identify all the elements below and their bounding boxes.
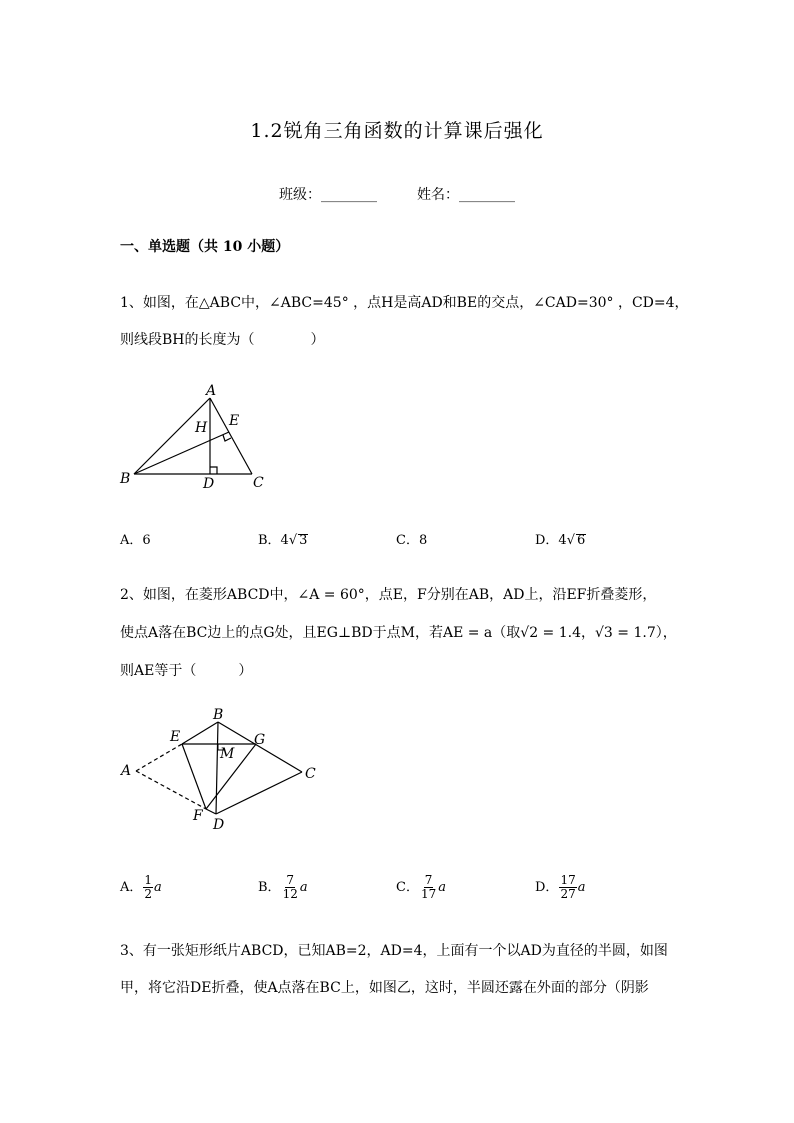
q2-text-line3: 则AE等于（ ） bbox=[120, 663, 253, 679]
q1-option-c[interactable]: C．8 bbox=[396, 533, 428, 548]
q3-text-line1: 3、有一张矩形纸片ABCD，已知AB=2，AD=4，上面有一个以AD为直径的半圆，如图 bbox=[120, 943, 668, 959]
q1-label-d: D bbox=[203, 476, 215, 492]
q2-figure bbox=[112, 708, 332, 836]
q2-label-d: D bbox=[213, 817, 225, 833]
q1-right-angle-d bbox=[210, 467, 217, 474]
q2-label-g: G bbox=[254, 732, 266, 748]
q1-label-e: E bbox=[229, 413, 240, 429]
q1-option-b-radicand: 3 bbox=[299, 533, 308, 548]
q2-option-b[interactable]: B． $\frac{7}{12}$ a bbox=[258, 873, 308, 901]
q1-figure bbox=[112, 380, 282, 492]
q2-fold-ef bbox=[182, 744, 206, 809]
q1-text-line1: 1、如图，在△ABC中，∠ABC=45° ，点H是高AD和BE的交点，∠CAD=30° ，CD=4， bbox=[120, 295, 689, 311]
q2-label-e: E bbox=[170, 729, 181, 745]
q1-label-h: H bbox=[195, 420, 208, 436]
q1-label-b: B bbox=[120, 471, 131, 487]
q2-label-b: B bbox=[213, 708, 224, 723]
class-field: 班级：________ bbox=[279, 187, 377, 203]
q2-text-line1: 2、如图，在菱形ABCD中，∠A = 60°，点E，F分别在AB，AD上，沿EF折叠菱形， bbox=[120, 587, 657, 603]
q2-segment-fd bbox=[206, 809, 216, 814]
q1-segment-ac bbox=[210, 398, 252, 474]
q1-option-d[interactable]: D．4√ 6 bbox=[535, 533, 586, 548]
q1-label-a: A bbox=[206, 383, 217, 399]
q2-label-c: C bbox=[305, 766, 316, 782]
q2-option-d[interactable]: D． $\frac{17}{27}$ a bbox=[535, 873, 586, 901]
q1-text-line2: 则线段BH的长度为（ ） bbox=[120, 332, 325, 348]
q2-text-line2: 使点A落在BC边上的点G处，且EG⊥BD于点M，若AE = a（取√2 = 1.4，√3 = 1.7）， bbox=[120, 625, 677, 641]
q1-segment-ab bbox=[134, 398, 210, 474]
q1-right-angle-e bbox=[223, 435, 231, 441]
q2-option-b-fraction: $\frac{7}{12}$ bbox=[282, 873, 298, 901]
q1-option-b[interactable]: B．4√ 3 bbox=[258, 533, 308, 548]
q2-label-f: F bbox=[193, 808, 203, 824]
q2-segment-eb bbox=[182, 722, 218, 744]
q2-dashed-ae bbox=[136, 744, 182, 771]
q1-altitude-be bbox=[134, 432, 229, 474]
q1-option-a[interactable]: A．6 bbox=[120, 533, 151, 548]
q2-label-a: A bbox=[121, 763, 132, 779]
q1-label-c: C bbox=[253, 475, 264, 491]
q1-option-b-prefix: B．4 bbox=[258, 533, 289, 548]
q1-option-d-prefix: D．4 bbox=[535, 533, 567, 548]
page-title: 1.2锐角三角函数的计算课后强化 bbox=[250, 120, 544, 142]
name-field: 姓名：________ bbox=[417, 187, 515, 203]
q2-option-d-fraction: $\frac{17}{27}$ bbox=[560, 873, 576, 901]
q2-diagonal-bd bbox=[216, 722, 218, 814]
student-info bbox=[0, 184, 794, 204]
q2-option-c-fraction: $\frac{7}{17}$ bbox=[420, 873, 437, 901]
q1-option-d-radicand: 6 bbox=[577, 533, 586, 548]
q2-dashed-af bbox=[136, 771, 206, 809]
q2-option-a[interactable]: A． $\frac{1}{2}$ a bbox=[120, 873, 162, 901]
q2-option-c[interactable]: C． $\frac{7}{17}$ a bbox=[396, 873, 446, 901]
q3-text-line2: 甲，将它沿DE折叠，使A点落在BC上，如图乙，这时，半圆还露在外面的部分（阴影 bbox=[120, 980, 649, 996]
section-heading: 一、单选题（共 10 小题） bbox=[120, 239, 290, 255]
q2-option-a-fraction: $\frac{1}{2}$ bbox=[144, 873, 153, 901]
q2-label-m: M bbox=[220, 746, 235, 762]
